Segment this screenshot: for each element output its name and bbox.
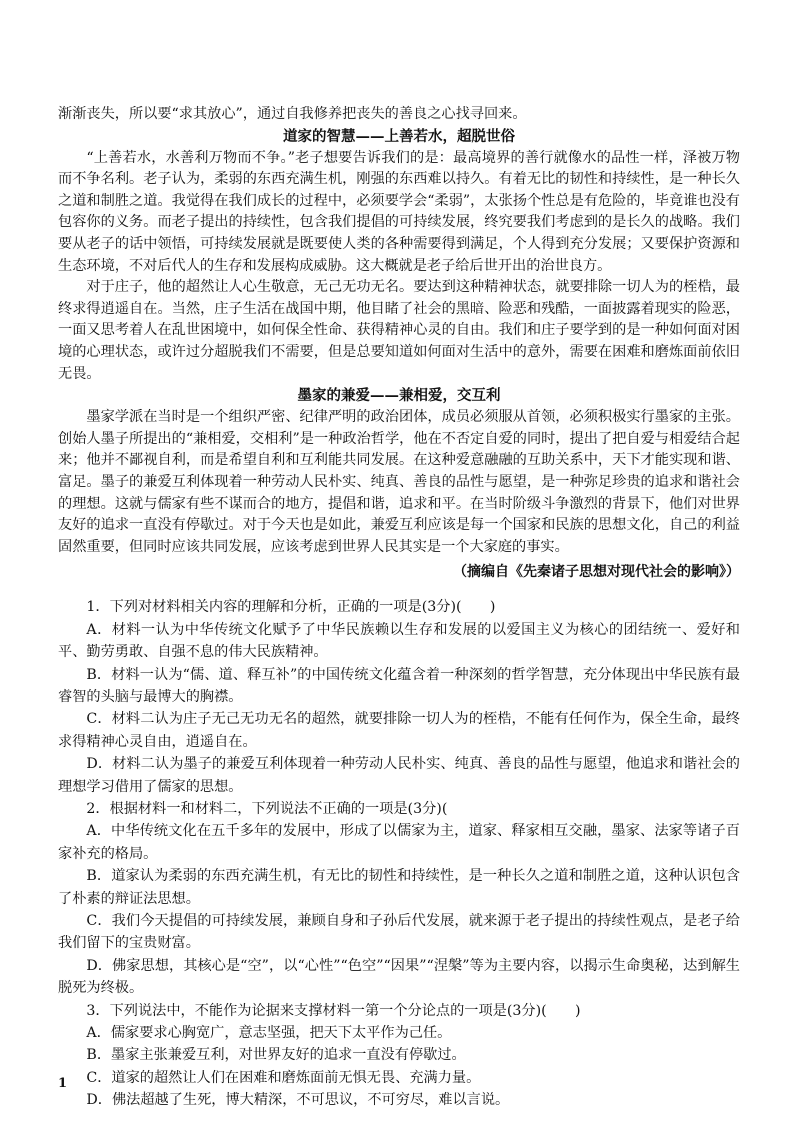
questions-section <box>58 596 740 1111</box>
option-c: C．我们今天提倡的可持续发展，兼顾自身和子孙后代发展，就来源于老子提出的持续性观点，是老子给我们留下的宝贵财富。 <box>58 912 740 952</box>
option-c: C．道家的超然让人们在困难和磨炼面前无惧无畏、充满力量。 <box>86 1069 481 1086</box>
question-stem: 1．下列对材料相关内容的理解和分析，正确的一项是(3分)( ) <box>86 599 496 616</box>
daoist-paragraph-1: “上善若水，水善利万物而不争。”老子想要告诉我们的是：最高境界的善行就像水的品性一样，泽被万物而不争名利。老子认为，柔弱的东西充满生机，刚强的东西难以持久。有着无比的韧性和持续性，是一种长久之道和制胜之道。我觉得在我们成长的过程中，必须要学会“柔弱”，太张扬个性总是有危险的，毕竟谁也没有包容你的义务。而老子提出的持续性，包含我们提倡的可持续发展，终究要我们考虑到的是长久的战略。我们要从老子的话中领悟，可持续发展就是既要使人类的各种需要得到满足，个人得到充分发展；又要保护资源和生态环境，不对后代人的生存和发展构成威胁。这大概就是老子给后世开出的治世良方。 <box>58 149 740 274</box>
option-a: A．儒家要求心胸宽广，意志坚强，把天下太平作为己任。 <box>86 1025 452 1041</box>
option-d: D．材料二认为墨子的兼爱互利体现着一种劳动人民朴实、纯真、善良的品性与愿望，他追求和谐社会的理想学习借用了儒家的思想。 <box>58 756 740 795</box>
mohist-heading: 墨家的兼爱——兼相爱，交互利 <box>297 387 501 405</box>
page-number: 1 <box>58 1076 68 1091</box>
option-d: D．佛家思想，其核心是“空”，以“心性”“色空”“因果”“涅槃”等为主要内容，以揭示生命奥秘，达到解生脱死为终极。 <box>58 957 740 997</box>
daoist-heading: 道家的智慧——上善若水，超脱世俗 <box>283 127 515 145</box>
question-1 <box>58 596 740 798</box>
source-citation: （摘编自《先秦诸子思想对现代社会的影响》） <box>453 564 740 581</box>
option-b: B．墨家主张兼爱互利，对世界友好的追求一直没有停歇过。 <box>86 1047 466 1064</box>
option-b: B．道家认为柔弱的东西充满生机，有无比的韧性和持续性，是一种长久之道和制胜之道，这种认识包含了朴素的辩证法思想。 <box>58 868 740 907</box>
option-d: D．佛法超越了生死，博大精深，不可思议，不可穷尽，难以言说。 <box>86 1092 510 1109</box>
daoist-paragraph-2: 对于庄子，他的超然让人心生敬意，无己无功无名。要达到这种精神状态，就要排除一切人为的桎梏，最终求得逍遥自在。当然，庄子生活在战国中期，他目睹了社会的黑暗、险恶和残酷，一面披露着现实的险恶，一面又思考着人在乱世困境中，如何保全性命、获得精神心灵的自由。我们和庄子要学到的是一种如何面对困境的心理状态，或许过分超脱我们不需要，但是总要知道如何面对生活中的意外，需要在困难和磨炼面前依旧无畏。 <box>58 279 740 382</box>
document-page <box>58 104 740 1112</box>
option-a: A．材料一认为中华传统文化赋予了中华民族赖以生存和发展的以爱国主义为核心的团结统一、爱好和平、勤劳勇敢、自强不息的伟大民族精神。 <box>58 621 740 661</box>
option-b: B．材料一认为“儒、道、释互补”的中国传统文化蕴含着一种深刻的哲学智慧，充分体现出中华民族有最睿智的头脑与最博大的胸襟。 <box>58 666 740 705</box>
question-stem: 3．下列说法中，不能作为论据来支撑材料一第一个分论点的一项是(3分)( ) <box>86 1002 581 1019</box>
option-a: A．中华传统文化在五千多年的发展中，形成了以儒家为主，道家、释家相互交融，墨家、法家等诸子百家补充的格局。 <box>58 823 740 862</box>
continued-paragraph: 渐渐丧失，所以要“求其放心”，通过自我修养把丧失的善良之心找寻回来。 <box>58 106 527 122</box>
option-c: C．材料二认为庄子无己无功无名的超然，就要排除一切人为的桎梏，不能有任何作为，保全生命，最终求得精神心灵自由，逍遥自在。 <box>58 711 740 750</box>
question-stem: 2．根据材料一和材料二，下列说法不正确的一项是(3分)( <box>86 800 448 817</box>
question-2 <box>58 798 740 1000</box>
question-3 <box>58 1000 740 1112</box>
mohist-paragraph: 墨家学派在当时是一个组织严密、纪律严明的政治团体，成员必须服从首领，必须积极实行墨家的主张。创始人墨子所提出的“兼相爱，交相利”是一种政治哲学，他在不否定自爱的同时，提出了把自爱与相爱结合起来；他并不鄙视自利，而是希望自利和互利能共同发展。在这种爱意融融的互助关系中，天下才能实现和谐、富足。墨子的兼爱互利体现着一种劳动人民朴实、纯真、善良的品性与愿望，是一种弥足珍贵的追求和谐社会的理想。这就与儒家有些不谋而合的地方，提倡和谐，追求和平。在当时阶级斗争激烈的背景下，他们对世界友好的追求一直没有停歇过。对于今天也是如此，兼爱互利应该是每一个国家和民族的思想文化，自己的利益固然重要，但同时应该共同发展，应该考虑到世界人民其实是一个大家庭的事实。 <box>58 409 740 555</box>
